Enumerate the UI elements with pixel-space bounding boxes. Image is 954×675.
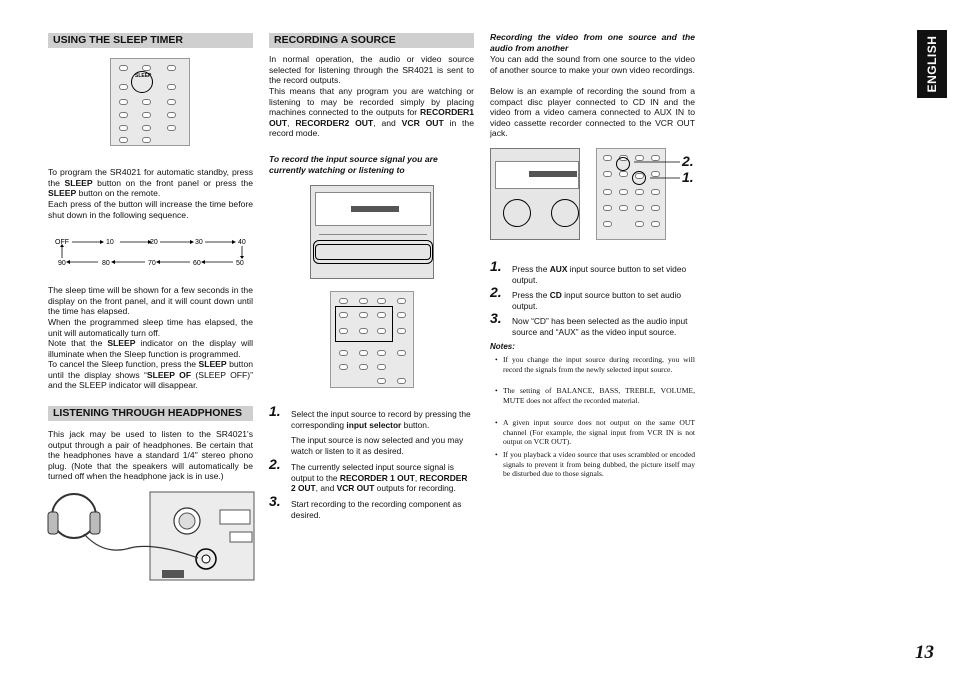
recording-paragraph-1: In normal operation, the audio or video source selected for listening through the SR4021 is sent to the record outputs.: [269, 54, 474, 86]
sleep-remote-label: SLEEP: [135, 73, 152, 79]
sleep-paragraph-1: To program the SR4021 for automatic standby, press the SLEEP button on the front panel or press the SLEEP button on the remote.: [48, 167, 253, 199]
recording-step-1: 1. Select the input source to record by pressing the corresponding input selector button.: [269, 403, 471, 430]
video-paragraph-2: Below is an example of recording the sound from a compact disc player connected to CD IN and the video from a video camera connected to AUX IN to video cassette recorder connected to the VCR OUT jack.: [490, 86, 695, 139]
seq-bottom-2: 70: [148, 260, 156, 267]
seq-bottom-0: 90: [58, 260, 66, 267]
seq-top-0: OFF: [55, 239, 69, 246]
recording-paragraph-2: This means that any program you are watching or listening to may be recorded simply by placing machines connected to the outputs for RECORDER1 OUT, RECORDER2 OUT, and VCR OUT in the record mode.: [269, 86, 474, 139]
note-1: • If you change the input source during recording, you will record the signals from the newly selected input source.: [495, 355, 695, 374]
sleep-paragraph-6: To cancel the Sleep function, press the SLEEP button until the display shows “SLEEP OF (SLEEP OFF)” and the SLEEP indicator will disappear.: [48, 359, 254, 391]
seq-bottom-4: 50: [236, 260, 244, 267]
note-2: • The setting of BALANCE, BASS, TREBLE, VOLUME, MUTE does not affect the recorded material.: [495, 386, 695, 405]
callout-1: 1.: [682, 169, 694, 185]
front-panel-illustration-2: [490, 148, 580, 240]
recording-step-3: 3. Start recording to the recording component as desired.: [269, 493, 462, 520]
seq-bottom-1: 80: [102, 260, 110, 267]
headphones-heading: LISTENING THROUGH HEADPHONES: [48, 406, 253, 421]
language-tab: ENGLISH: [917, 30, 947, 98]
video-paragraph-1: You can add the sound from one source to the video of another source to make your own video recordings.: [490, 54, 695, 75]
note-3: • A given input source does not output on the same OUT channel (For example, the signal input from VCR IN is not output on VCR OUT).: [495, 418, 695, 447]
video-step-1: 1. Press the AUX input source button to set video output.: [490, 258, 687, 285]
headphones-paragraph: This jack may be used to listen to the SR4021's output through a pair of headphones. Be certain that the headphones have a standard 1/4" stereo phono plug. (Note that the speakers will automatically be turned off when the headphone jack is in use.): [48, 429, 253, 482]
notes-title: Notes:: [490, 342, 515, 351]
sleep-paragraph-3: The sleep time will be shown for a few seconds in the display on the front panel, and it will count down until the time has elapsed.: [48, 285, 253, 317]
video-step-3: 3. Now “CD” has been selected as the audio input source and “AUX” as the video input source.: [490, 310, 688, 337]
recording-heading: RECORDING A SOURCE: [269, 33, 474, 48]
seq-bottom-3: 60: [193, 260, 201, 267]
recording-step-1-detail: The input source is now selected and you may watch or listen to it as desired.: [291, 435, 464, 456]
headphones-illustration: [44, 488, 256, 584]
video-subheading: Recording the video from one source and the audio from another: [490, 32, 695, 53]
remote-illustration-2: [330, 291, 414, 388]
sleep-paragraph-4: When the programmed sleep time has elapsed, the unit will automatically turn off.: [48, 317, 253, 338]
sleep-paragraph-5: Note that the SLEEP indicator on the display will illuminate when the Sleep function is programmed.: [48, 338, 253, 359]
recording-step-2: 2. The currently selected input source signal is output to the RECORDER 1 OUT, RECORDER 2 OUT, and VCR OUT outputs for recording.: [269, 456, 468, 494]
video-step-2: 2. Press the CD input source button to set audio output.: [490, 284, 682, 311]
sleep-sequence-diagram: [50, 234, 255, 270]
callout-2: 2.: [682, 153, 694, 169]
seq-top-4: 40: [238, 239, 246, 246]
sleep-paragraph-2: Each press of the button will increase the time before shut down in the following sequence.: [48, 199, 253, 220]
seq-top-2: 20: [150, 239, 158, 246]
note-4: • If you playback a video source that uses scrambled or encoded signals to prevent it from being dubbed, the picture itself may be disturbed due to those signals.: [495, 450, 695, 479]
front-panel-illustration: [310, 185, 434, 279]
seq-top-1: 10: [106, 239, 114, 246]
remote-illustration: [110, 58, 190, 146]
page-number: 13: [915, 642, 934, 663]
sleep-timer-heading: USING THE SLEEP TIMER: [48, 33, 253, 48]
seq-top-3: 30: [195, 239, 203, 246]
recording-subheading: To record the input source signal you are currently watching or listening to: [269, 154, 438, 175]
